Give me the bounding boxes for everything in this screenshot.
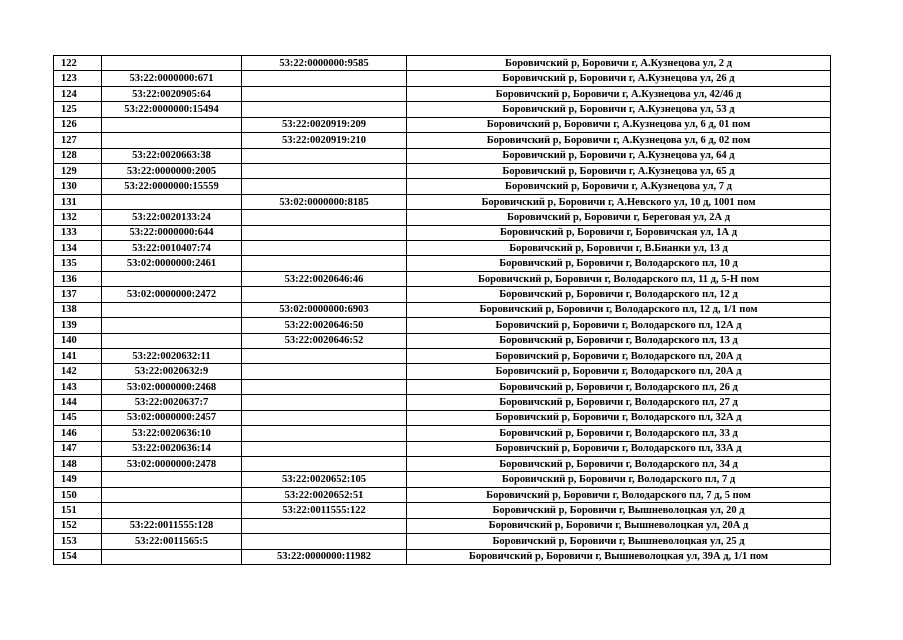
cadastral-number-cell: 53:22:0020133:24: [102, 210, 242, 225]
address-cell: Боровичский р, Боровичи г, А.Кузнецова ул, 65 д: [407, 163, 831, 178]
table-row: [54, 117, 831, 132]
table-row: [54, 318, 831, 333]
address-cell: Боровичский р, Боровичи г, Володарского пл, 33 д: [407, 426, 831, 441]
cadastral-number-alt-cell: 53:22:0020646:50: [242, 318, 407, 333]
cadastral-number-alt-cell: [242, 410, 407, 425]
table-row: [54, 287, 831, 302]
cadastral-number-cell: [102, 271, 242, 286]
cadastral-number-cell: 53:22:0000000:671: [102, 71, 242, 86]
row-number-cell: 152: [54, 518, 102, 533]
row-number-cell: 123: [54, 71, 102, 86]
row-number-cell: 134: [54, 241, 102, 256]
table-row: [54, 364, 831, 379]
row-number-cell: 144: [54, 395, 102, 410]
cadastral-number-cell: [102, 472, 242, 487]
cadastral-number-cell: [102, 117, 242, 132]
address-cell: Боровичский р, Боровичи г, А.Невского ул, 10 д, 1001 пом: [407, 194, 831, 209]
row-number-cell: 125: [54, 102, 102, 117]
table-row: [54, 503, 831, 518]
row-number-cell: 136: [54, 271, 102, 286]
address-cell: Боровичский р, Боровичи г, Володарского пл, 20А д: [407, 349, 831, 364]
row-number-cell: 129: [54, 163, 102, 178]
table-row: [54, 349, 831, 364]
cadastral-number-cell: 53:02:0000000:2478: [102, 456, 242, 471]
table-row: [54, 71, 831, 86]
row-number-cell: 139: [54, 318, 102, 333]
cadastral-number-alt-cell: 53:22:0020646:52: [242, 333, 407, 348]
cadastral-number-alt-cell: [242, 102, 407, 117]
cadastral-number-alt-cell: 53:22:0020652:51: [242, 487, 407, 502]
row-number-cell: 142: [54, 364, 102, 379]
table-row: [54, 225, 831, 240]
cadastral-number-alt-cell: 53:22:0020646:46: [242, 271, 407, 286]
table-row: [54, 456, 831, 471]
cadastral-number-cell: 53:22:0000000:15559: [102, 179, 242, 194]
cadastral-number-cell: 53:02:0000000:2461: [102, 256, 242, 271]
address-cell: Боровичский р, Боровичи г, Вышневолоцкая ул, 25 д: [407, 534, 831, 549]
row-number-cell: 130: [54, 179, 102, 194]
cadastral-number-cell: 53:22:0020663:38: [102, 148, 242, 163]
row-number-cell: 141: [54, 349, 102, 364]
cadastral-number-alt-cell: [242, 349, 407, 364]
cadastral-number-alt-cell: [242, 379, 407, 394]
row-number-cell: 149: [54, 472, 102, 487]
cadastral-number-cell: 53:22:0011565:5: [102, 534, 242, 549]
cadastral-number-cell: [102, 549, 242, 564]
table-row: [54, 133, 831, 148]
table-row: [54, 194, 831, 209]
cadastral-number-cell: 53:22:0000000:15494: [102, 102, 242, 117]
table-row: [54, 379, 831, 394]
address-cell: Боровичский р, Боровичи г, А.Кузнецова ул, 64 д: [407, 148, 831, 163]
cadastral-number-alt-cell: 53:22:0011555:122: [242, 503, 407, 518]
cadastral-number-cell: 53:22:0020632:9: [102, 364, 242, 379]
cadastral-number-cell: 53:22:0000000:644: [102, 225, 242, 240]
address-cell: Боровичский р, Боровичи г, Володарского пл, 26 д: [407, 379, 831, 394]
address-cell: Боровичский р, Боровичи г, Володарского пл, 13 д: [407, 333, 831, 348]
table-row: [54, 56, 831, 71]
row-number-cell: 128: [54, 148, 102, 163]
row-number-cell: 154: [54, 549, 102, 564]
cadastral-number-alt-cell: [242, 364, 407, 379]
row-number-cell: 126: [54, 117, 102, 132]
table-row: [54, 148, 831, 163]
cadastral-number-cell: 53:02:0000000:2472: [102, 287, 242, 302]
row-number-cell: 132: [54, 210, 102, 225]
address-cell: Боровичский р, Боровичи г, Боровичская ул, 1А д: [407, 225, 831, 240]
address-cell: Боровичский р, Боровичи г, Володарского пл, 7 д, 5 пом: [407, 487, 831, 502]
table-row: [54, 102, 831, 117]
table-row: [54, 426, 831, 441]
table-row: [54, 86, 831, 101]
cadastral-number-alt-cell: [242, 179, 407, 194]
cadastral-number-alt-cell: [242, 241, 407, 256]
cadastral-number-cell: 53:02:0000000:2457: [102, 410, 242, 425]
table-row: [54, 518, 831, 533]
row-number-cell: 150: [54, 487, 102, 502]
table-row: [54, 271, 831, 286]
row-number-cell: 140: [54, 333, 102, 348]
cadastral-number-cell: [102, 487, 242, 502]
address-cell: Боровичский р, Боровичи г, Володарского пл, 10 д: [407, 256, 831, 271]
address-cell: Боровичский р, Боровичи г, Володарского пл, 32А д: [407, 410, 831, 425]
table-row: [54, 302, 831, 317]
address-cell: Боровичский р, Боровичи г, Володарского пл, 20А д: [407, 364, 831, 379]
address-cell: Боровичский р, Боровичи г, Володарского пл, 12А д: [407, 318, 831, 333]
cadastral-number-cell: 53:22:0010407:74: [102, 241, 242, 256]
table-row: [54, 534, 831, 549]
cadastral-number-alt-cell: 53:22:0020919:210: [242, 133, 407, 148]
address-cell: Боровичский р, Боровичи г, А.Кузнецова ул, 42/46 д: [407, 86, 831, 101]
address-cell: Боровичский р, Боровичи г, Вышневолоцкая ул, 20А д: [407, 518, 831, 533]
address-cell: Боровичский р, Боровичи г, А.Кузнецова ул, 2 д: [407, 56, 831, 71]
table-row: [54, 395, 831, 410]
row-number-cell: 151: [54, 503, 102, 518]
cadastral-number-cell: [102, 302, 242, 317]
table-row: [54, 487, 831, 502]
table-row: [54, 179, 831, 194]
table-row: [54, 256, 831, 271]
cadastral-number-alt-cell: 53:22:0000000:11982: [242, 549, 407, 564]
address-cell: Боровичский р, Боровичи г, А.Кузнецова ул, 26 д: [407, 71, 831, 86]
cadastral-number-cell: [102, 318, 242, 333]
address-cell: Боровичский р, Боровичи г, В.Бианки ул, 13 д: [407, 241, 831, 256]
address-cell: Боровичский р, Боровичи г, Володарского пл, 33А д: [407, 441, 831, 456]
cadastral-number-cell: 53:22:0011555:128: [102, 518, 242, 533]
address-cell: Боровичский р, Боровичи г, А.Кузнецова ул, 6 д, 01 пом: [407, 117, 831, 132]
address-cell: Боровичский р, Боровичи г, Береговая ул, 2А д: [407, 210, 831, 225]
row-number-cell: 146: [54, 426, 102, 441]
cadastral-number-alt-cell: [242, 287, 407, 302]
cadastral-number-cell: 53:22:0020632:11: [102, 349, 242, 364]
cadastral-number-cell: 53:22:0020636:10: [102, 426, 242, 441]
row-number-cell: 135: [54, 256, 102, 271]
row-number-cell: 138: [54, 302, 102, 317]
row-number-cell: 143: [54, 379, 102, 394]
cadastral-number-alt-cell: [242, 225, 407, 240]
address-cell: Боровичский р, Боровичи г, Володарского пл, 11 д, 5-Н пом: [407, 271, 831, 286]
table-row: [54, 163, 831, 178]
cadastral-number-cell: [102, 503, 242, 518]
cadastral-number-cell: 53:22:0020637:7: [102, 395, 242, 410]
cadastral-number-alt-cell: [242, 534, 407, 549]
table-row: [54, 210, 831, 225]
address-cell: Боровичский р, Боровичи г, Вышневолоцкая ул, 20 д: [407, 503, 831, 518]
table-row: [54, 241, 831, 256]
row-number-cell: 124: [54, 86, 102, 101]
cadastral-number-alt-cell: [242, 441, 407, 456]
cadastral-number-alt-cell: [242, 148, 407, 163]
row-number-cell: 133: [54, 225, 102, 240]
row-number-cell: 137: [54, 287, 102, 302]
row-number-cell: 127: [54, 133, 102, 148]
cadastral-number-alt-cell: [242, 256, 407, 271]
table-row: [54, 472, 831, 487]
cadastral-number-alt-cell: [242, 163, 407, 178]
table-body: [54, 56, 831, 565]
address-cell: Боровичский р, Боровичи г, А.Кузнецова ул, 7 д: [407, 179, 831, 194]
row-number-cell: 131: [54, 194, 102, 209]
row-number-cell: 145: [54, 410, 102, 425]
row-number-cell: 122: [54, 56, 102, 71]
cadastral-number-alt-cell: [242, 71, 407, 86]
cadastral-number-alt-cell: [242, 395, 407, 410]
cadastral-number-alt-cell: [242, 426, 407, 441]
row-number-cell: 147: [54, 441, 102, 456]
address-cell: Боровичский р, Боровичи г, Володарского пл, 27 д: [407, 395, 831, 410]
cadastral-number-alt-cell: [242, 210, 407, 225]
cadastral-number-cell: 53:02:0000000:2468: [102, 379, 242, 394]
cadastral-number-cell: [102, 56, 242, 71]
table-row: [54, 333, 831, 348]
row-number-cell: 148: [54, 456, 102, 471]
cadastral-number-alt-cell: 53:22:0000000:9585: [242, 56, 407, 71]
table-row: [54, 441, 831, 456]
cadastral-number-cell: 53:22:0020905:64: [102, 86, 242, 101]
row-number-cell: 153: [54, 534, 102, 549]
cadastral-number-alt-cell: 53:02:0000000:6903: [242, 302, 407, 317]
cadastral-number-alt-cell: [242, 518, 407, 533]
address-cell: Боровичский р, Боровичи г, Володарского пл, 12 д, 1/1 пом: [407, 302, 831, 317]
cadastral-number-cell: 53:22:0000000:2005: [102, 163, 242, 178]
table-row: [54, 549, 831, 564]
cadastral-number-cell: [102, 133, 242, 148]
cadastral-number-cell: [102, 333, 242, 348]
address-cell: Боровичский р, Боровичи г, Володарского пл, 34 д: [407, 456, 831, 471]
table-row: [54, 410, 831, 425]
address-cell: Боровичский р, Боровичи г, А.Кузнецова ул, 6 д, 02 пом: [407, 133, 831, 148]
property-table: [53, 55, 831, 565]
address-cell: Боровичский р, Боровичи г, Володарского пл, 12 д: [407, 287, 831, 302]
cadastral-number-alt-cell: [242, 456, 407, 471]
cadastral-number-cell: [102, 194, 242, 209]
cadastral-number-alt-cell: [242, 86, 407, 101]
cadastral-number-cell: 53:22:0020636:14: [102, 441, 242, 456]
address-cell: Боровичский р, Боровичи г, А.Кузнецова ул, 53 д: [407, 102, 831, 117]
address-cell: Боровичский р, Боровичи г, Володарского пл, 7 д: [407, 472, 831, 487]
address-cell: Боровичский р, Боровичи г, Вышневолоцкая ул, 39А д, 1/1 пом: [407, 549, 831, 564]
cadastral-number-alt-cell: 53:22:0020919:209: [242, 117, 407, 132]
cadastral-number-alt-cell: 53:22:0020652:105: [242, 472, 407, 487]
cadastral-number-alt-cell: 53:02:0000000:8185: [242, 194, 407, 209]
